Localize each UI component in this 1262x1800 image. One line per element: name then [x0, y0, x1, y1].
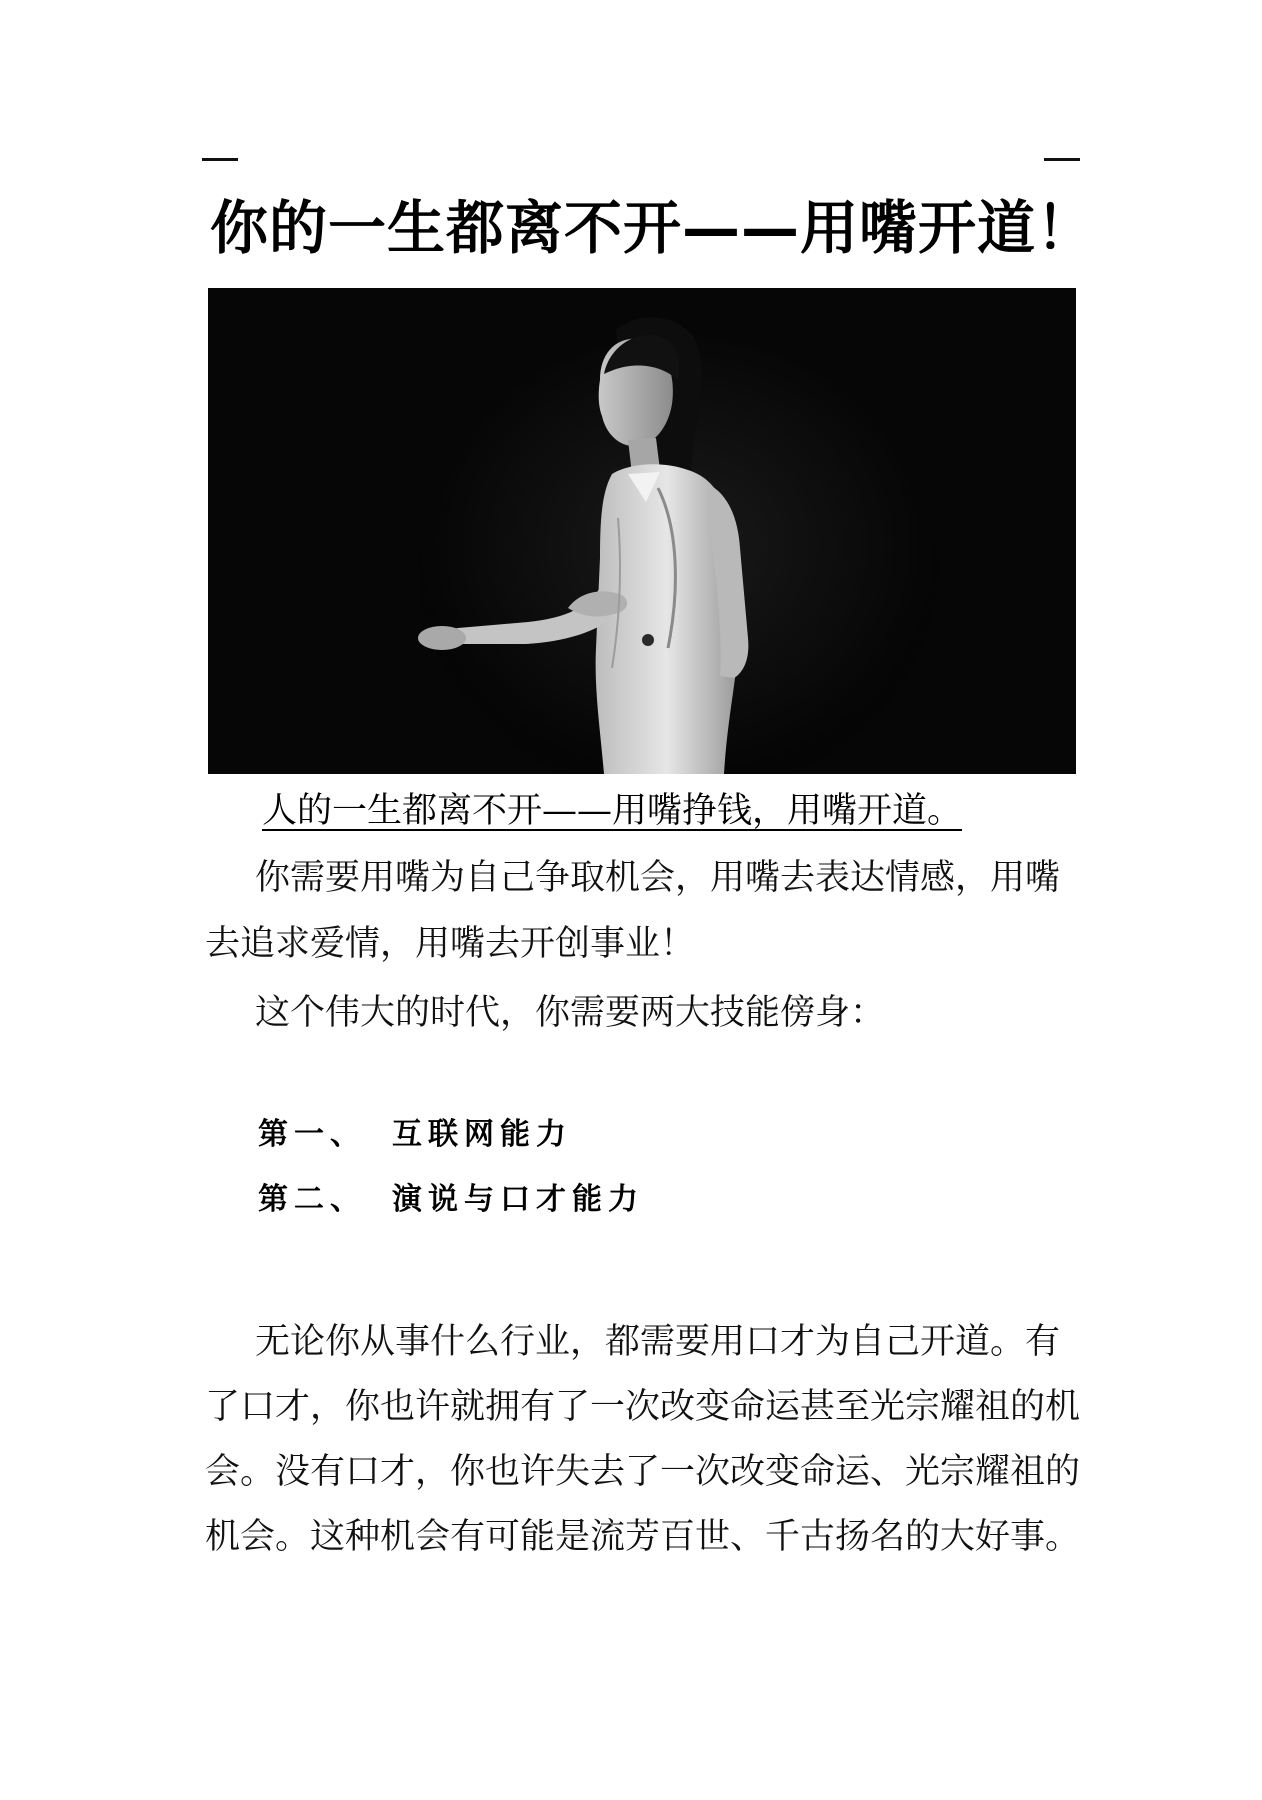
skill-label: 第一、: [258, 1117, 366, 1152]
skill-label: 第二、: [258, 1182, 366, 1217]
conclusion-paragraph: 无论你从事什么行业，都需要用口才为自己开道。有了口才，你也许就拥有了一次改变命运甚至光宗耀祖的机会。没有口才，你也许失去了一次改变命运、光宗耀祖的机会。这种机会有可能是流芳百世、千古扬名的大好事。: [205, 1322, 1081, 1557]
speaker-on-stage-photo: [208, 288, 1076, 774]
page-title: 你的一生都离不开——用嘴开道！: [210, 194, 1096, 262]
skill-item-speech: [258, 1178, 644, 1222]
skill-text: 演说与口才能力: [392, 1182, 644, 1217]
skill-text: 互联网能力: [392, 1117, 572, 1152]
era-paragraph: 这个伟大的时代，你需要两大技能傍身：: [255, 993, 886, 1033]
intro-paragraph: 你需要用嘴为自己争取机会，用嘴去表达情感，用嘴去追求爱情，用嘴去开创事业！: [205, 858, 1061, 964]
photo-caption: 人的一生都离不开——用嘴挣钱，用嘴开道。: [262, 791, 963, 831]
corner-mark-right: [1044, 158, 1080, 161]
corner-mark-left: [202, 158, 238, 161]
skill-item-internet: [258, 1113, 572, 1157]
